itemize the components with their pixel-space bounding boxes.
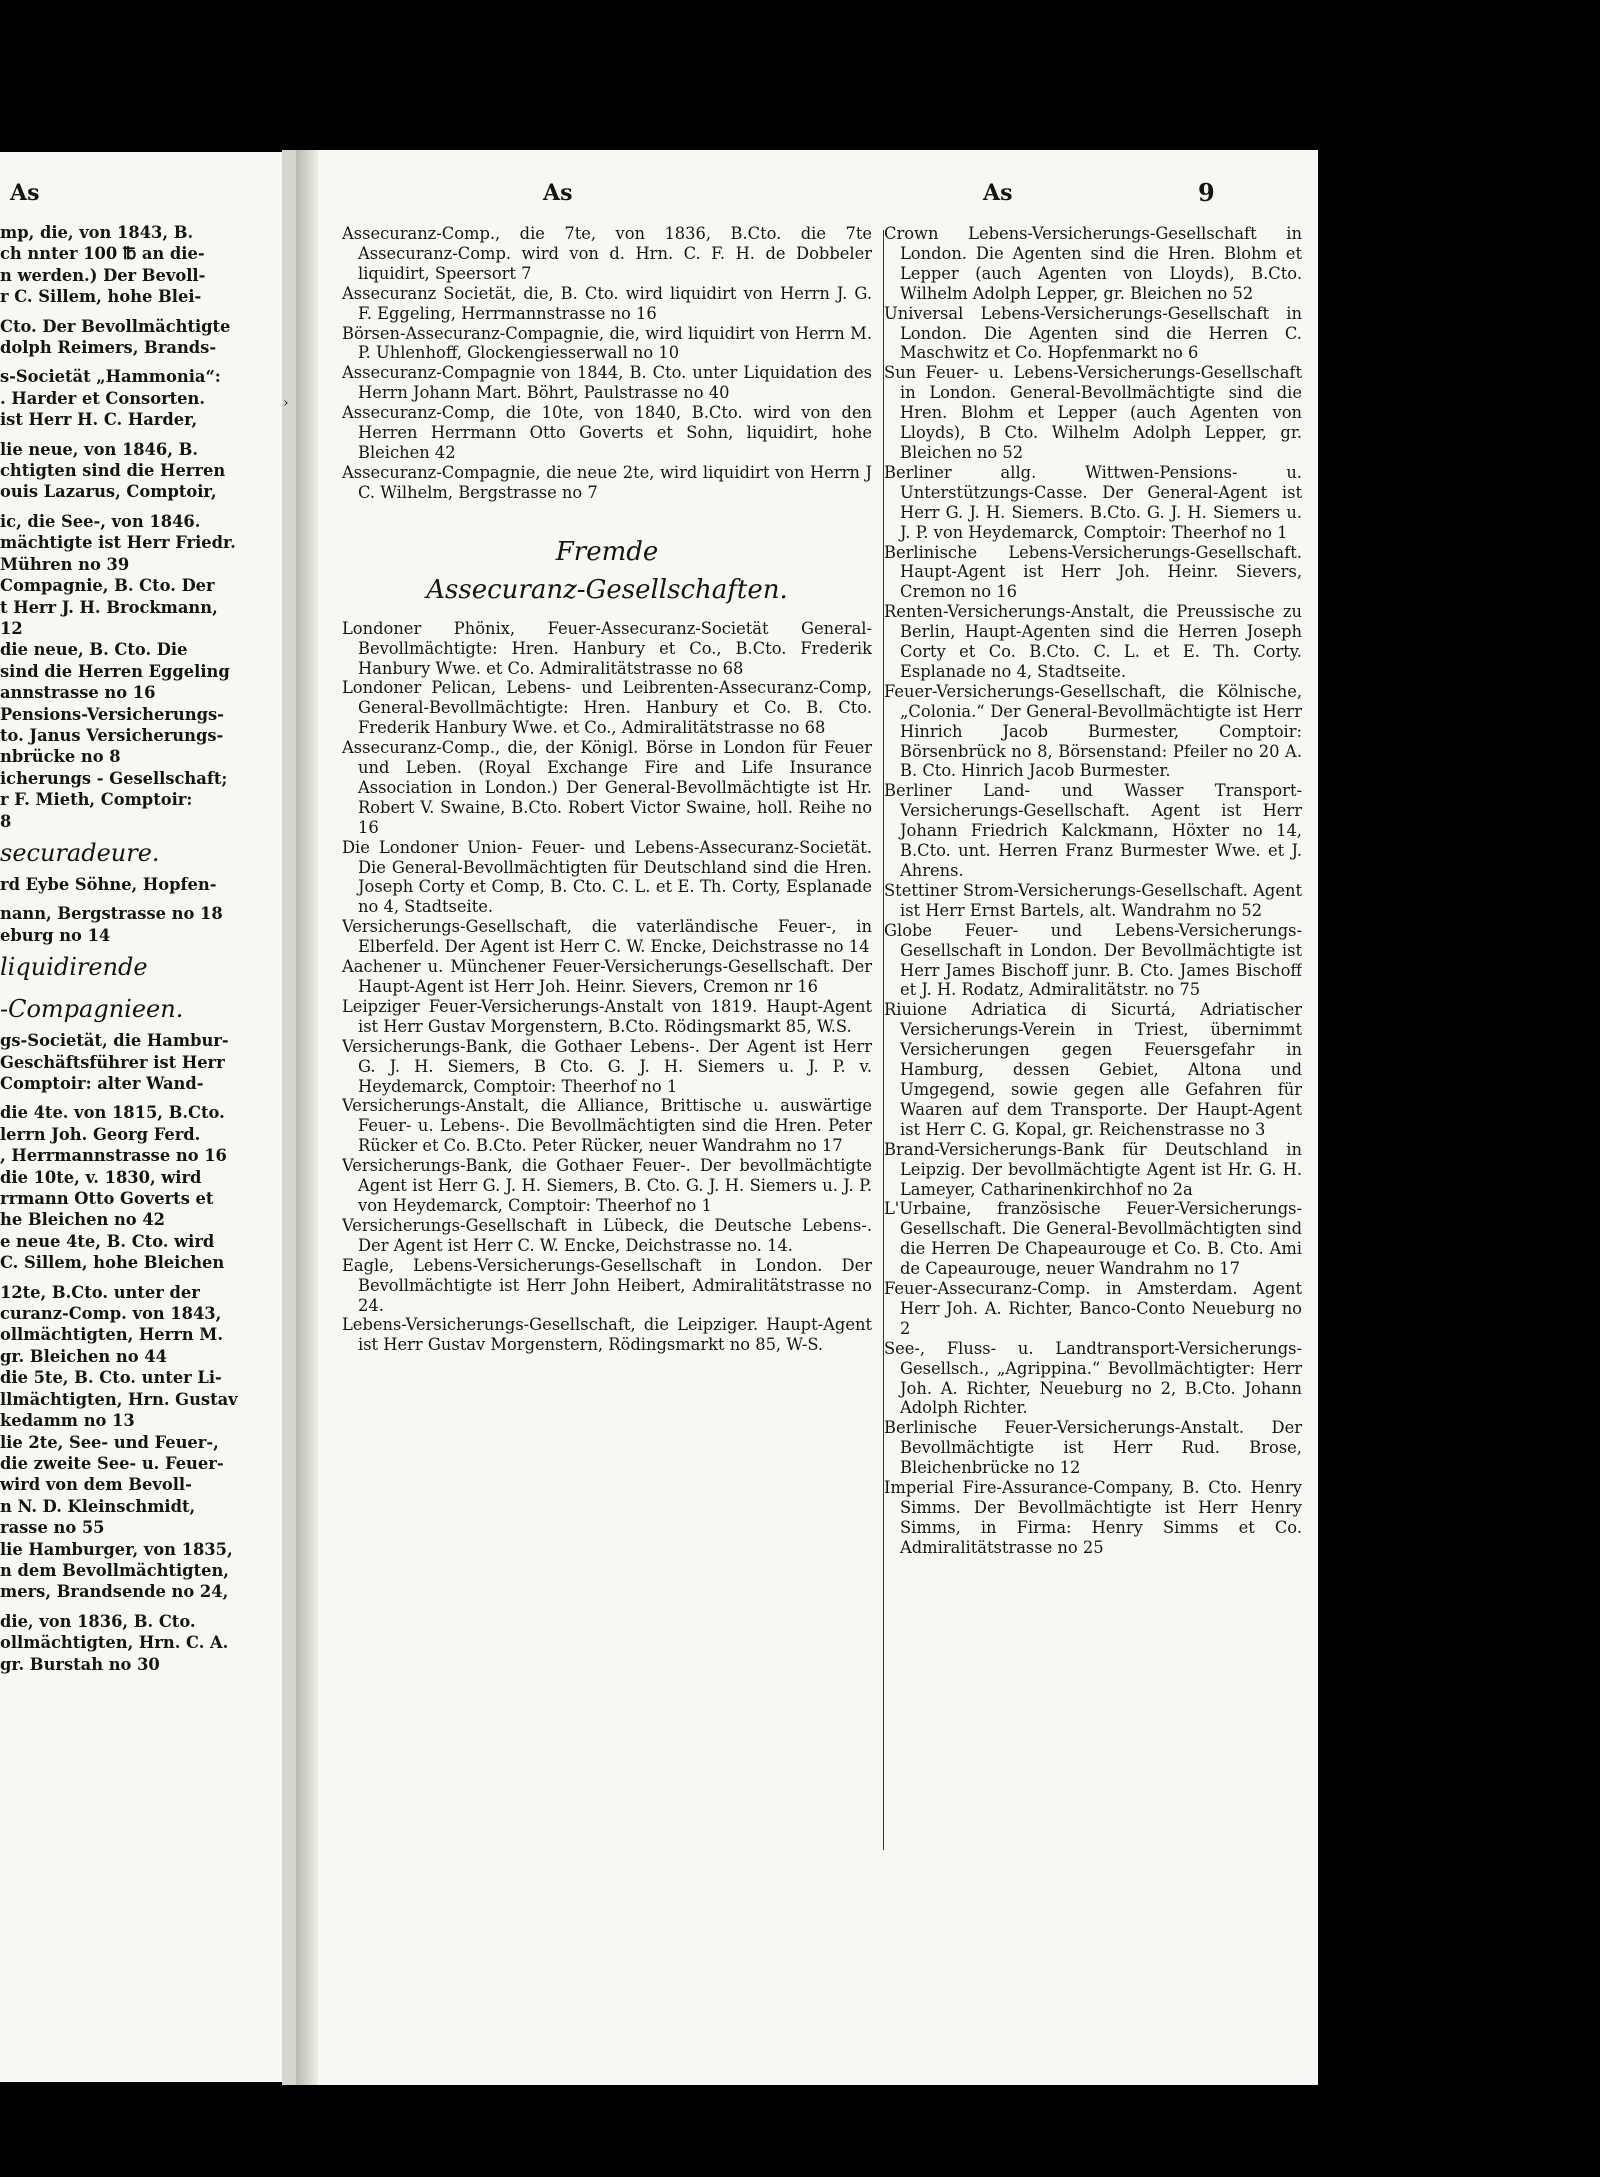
directory-entry: Berliner Land- und Wasser Transport-Versicherungs-Gesellschaft. Agent ist Herr Johann Friedrich Kalckmann, Höxter no 14, B.Cto. unt. Herren Franz Burmester Wwe. et J. Ahrens. (884, 781, 1302, 880)
column-2-entries (884, 224, 1302, 1558)
left-page-text-fragment: rasse no 55 (0, 1518, 105, 1538)
left-page-text-fragment: kedamm no 13 (0, 1411, 135, 1431)
left-page-text-fragment: die, von 1836, B. Cto. (0, 1611, 196, 1631)
left-page-text-fragment: gr. Bleichen no 44 (0, 1346, 167, 1366)
left-page-text-fragment: n N. D. Kleinschmidt, (0, 1496, 196, 1516)
left-page-body (0, 222, 272, 2082)
directory-entry: Versicherungs-Gesellschaft in Lübeck, die Deutsche Lebens-. Der Agent ist Herr C. W. Encke, Deichstrasse no. 14. (342, 1215, 872, 1255)
left-page-text-fragment: lie neue, von 1846, B. (0, 439, 199, 459)
right-page (318, 150, 1318, 2085)
left-page-text-fragment: gr. Burstah no 30 (0, 1654, 160, 1674)
left-page-text-fragment: die neue, B. Cto. Die (0, 640, 188, 660)
left-page-text-fragment: wird von dem Bevoll- (0, 1475, 192, 1495)
left-page-text-fragment: Geschäftsführer ist Herr (0, 1052, 225, 1072)
left-page-header: As (10, 180, 40, 206)
left-page-text-fragment: icherungs - Gesellschaft; (0, 768, 228, 788)
left-page-text-fragment: ollmächtigten, Hrn. C. A. (0, 1633, 229, 1653)
left-page-text-fragment: gs-Societät, die Hambur- (0, 1031, 229, 1051)
left-page-text-fragment (0, 503, 272, 511)
left-page-text-fragment: die zweite See- u. Feuer- (0, 1453, 224, 1473)
directory-entry: Sun Feuer- u. Lebens-Versicherungs-Gesellschaft in London. General-Bevollmächtigte sind die Hren. Blohm et Lepper (auch Agenten von Lloyds), B Cto. Wilhelm Adolph Lepper, gr. Bleichen no 52 (884, 363, 1302, 462)
column-1-top-entries (342, 224, 872, 503)
directory-entry: Globe Feuer- und Lebens-Versicherungs-Gesellschaft in London. Der Bevollmächtigte ist Herr James Bischoff junr. B. Cto. James Bischoff et J. H. Rodatz, Admiralitätstr. no 75 (884, 920, 1302, 1000)
left-page-text-fragment: lie 2te, See- und Feuer-, (0, 1432, 219, 1452)
left-page-text-fragment: ch nnter 100 ℔ an die- (0, 244, 205, 264)
left-page-text-fragment: 12 (0, 618, 23, 638)
left-page-text-fragment: r C. Sillem, hohe Blei- (0, 287, 202, 307)
column-1 (342, 224, 872, 2084)
directory-entry: Lebens-Versicherungs-Gesellschaft, die Leipziger. Haupt-Agent ist Herr Gustav Morgenstern, Rödingsmarkt no 85, W-S. (342, 1315, 872, 1355)
right-page-header-left: As (543, 180, 573, 206)
left-page-text-fragment: . Harder et Consorten. (0, 388, 206, 408)
directory-entry: Assecuranz-Compagnie, die neue 2te, wird liquidirt von Herrn J C. Wilhelm, Bergstrasse no 7 (342, 462, 872, 502)
directory-entry: Crown Lebens-Versicherungs-Gesellschaft in London. Die Agenten sind die Hren. Blohm et Lepper (auch Agenten von Lloyds), B.Cto. Wilhelm Adolph Lepper, gr. Bleichen no 52 (884, 224, 1302, 303)
left-page-text-fragment (0, 1094, 272, 1102)
left-page-text-fragment: Cto. Der Bevollmächtigte (0, 316, 231, 336)
left-page-text-fragment: ic, die See-, von 1846. (0, 511, 201, 531)
book-binding (282, 150, 296, 2085)
left-page-text-fragment: Compagnie, B. Cto. Der (0, 576, 215, 596)
left-page-text-fragment: mers, Brandsende no 24, (0, 1582, 229, 1602)
left-page (0, 152, 282, 2082)
binding-shadow (296, 150, 318, 2085)
directory-entry: Feuer-Assecuranz-Comp. in Amsterdam. Agent Herr Joh. A. Richter, Banco-Conto Neueburg no 2 (884, 1279, 1302, 1338)
left-page-text-fragment (0, 431, 272, 439)
directory-entry: Versicherungs-Anstalt, die Alliance, Brittische u. auswärtige Feuer- u. Lebens-. Die Bevollmächtigten sind die Hren. Peter Rücker et Co. B.Cto. Peter Rücker, neuer Wandrahm no 17 (342, 1096, 872, 1156)
directory-entry: Leipziger Feuer-Versicherungs-Anstalt von 1819. Haupt-Agent ist Herr Gustav Morgenstern, B.Cto. Rödingsmarkt 85, W.S. (342, 996, 872, 1036)
left-page-text-fragment: Comptoir: alter Wand- (0, 1074, 204, 1093)
left-page-text-fragment: ist Herr H. C. Harder, (0, 410, 198, 430)
left-page-text-fragment: chtigten sind die Herren (0, 461, 226, 481)
directory-entry: Berliner allg. Wittwen-Pensions- u. Unterstützungs-Casse. Der General-Agent ist Herr G. J. H. Siemers. B.Cto. G. J. H. Siemers u. J. P. von Heydemarck, Comptoir: Theerhof no 1 (884, 462, 1302, 542)
column-1-bottom-entries (342, 619, 872, 1356)
directory-entry: Assecuranz-Compagnie von 1844, B. Cto. unter Liquidation des Herrn Johann Mart. Böhrt, Paulstrasse no 40 (342, 363, 872, 403)
left-page-text-fragment (0, 895, 272, 903)
left-page-text-fragment: llmächtigten, Hrn. Gustav (0, 1389, 238, 1409)
left-page-text-fragment: sind die Herren Eggeling (0, 661, 230, 681)
left-page-text-fragment: C. Sillem, hohe Bleichen (0, 1253, 225, 1273)
left-page-text-fragment: annstrasse no 16 (0, 683, 156, 703)
directory-entry: Assecuranz-Comp., die, der Königl. Börse in London für Feuer und Leben. (Royal Exchange Fire and Life Insurance Association in London.) Der General-Bevollmächtigte ist Hr. Robert V. Swaine, B.Cto. Robert Victor Swaine, holl. Reihe no 16 (342, 738, 872, 837)
left-page-text-fragment: rrmann Otto Goverts et (0, 1189, 214, 1209)
left-page-text-fragment: n dem Bevollmächtigten, (0, 1560, 229, 1580)
left-page-text-fragment: s-Societät „Hammonia“: (0, 367, 221, 387)
directory-entry: Brand-Versicherungs-Bank für Deutschland in Leipzig. Der bevollmächtigte Agent ist Hr. G. H. Lameyer, Catharinenkirchhof no 2a (884, 1139, 1302, 1199)
left-page-text-fragment: r F. Mieth, Comptoir: (0, 790, 193, 810)
page-number: 9 (1198, 178, 1215, 207)
directory-entry: See-, Fluss- u. Landtransport-Versicherungs-Gesellsch., „Agrippina.“ Bevollmächtigter: Herr Joh. A. Richter, Neueburg no 2, B.Cto. Johann Adolph Richter. (884, 1338, 1302, 1418)
directory-entry: Die Londoner Union- Feuer- und Lebens-Assecuranz-Societät. Die General-Bevollmächtigten für Deutschland sind die Hren. Joseph Corty et Comp, B. Cto. C. L. et E. Th. Corty, Esplanade no 4, Stadtseite. (342, 837, 872, 917)
left-page-text-fragment: lerrn Joh. Georg Ferd. (0, 1124, 201, 1144)
left-page-text-fragment: curanz-Comp. von 1843, (0, 1304, 222, 1324)
directory-entry: Londoner Pelican, Lebens- und Leibrenten-Assecuranz-Comp, General-Bevollmächtigte: Hren. Hanbury et Co. B. Cto. Frederik Hanbury Wwe. et Co., Admiralitätstrasse no 68 (342, 678, 872, 738)
directory-entry: Versicherungs-Bank, die Gothaer Feuer-. Der bevollmächtigte Agent ist Herr G. J. H. Siemers, B. Cto. G. J. H. Siemers u. J. P. von Heydemarck, Comptoir: Theerhof no 1 (342, 1156, 872, 1215)
left-page-text-fragment: die 5te, B. Cto. unter Li- (0, 1368, 222, 1388)
directory-entry: Eagle, Lebens-Versicherungs-Gesellschaft in London. Der Bevollmächtigte ist Herr John Heibert, Admiralitätstrasse no 24. (342, 1255, 872, 1315)
left-page-text-fragment: nbrücke no 8 (0, 747, 121, 767)
left-page-text-fragment: ollmächtigten, Herrn M. (0, 1325, 223, 1345)
directory-entry: Assecuranz-Comp., die 7te, von 1836, B.Cto. die 7te Assecuranz-Comp. wird von d. Hrn. C. F. H. de Dobbeler liquidirt, Speersort 7 (342, 224, 872, 283)
directory-entry: Renten-Versicherungs-Anstalt, die Preussische zu Berlin, Haupt-Agenten sind die Herren Joseph Corty et Co. B.Cto. C. L. et E. Th. Corty. Esplanade no 4, Stadtseite. (884, 602, 1302, 681)
directory-entry: Imperial Fire-Assurance-Company, B. Cto. Henry Simms. Der Bevollmächtigte ist Herr Henry Simms, in Firma: Henry Simms et Co. Admiralitätstrasse no 25 (884, 1478, 1302, 1557)
left-page-text-fragment: 8 (0, 811, 12, 831)
left-page-text-fragment: ouis Lazarus, Comptoir, (0, 482, 217, 502)
left-page-text-fragment: rd Eybe Söhne, Hopfen- (0, 874, 217, 894)
left-page-text-fragment: , Herrmannstrasse no 16 (0, 1146, 227, 1166)
margin-mark: › (283, 395, 289, 411)
left-page-text-fragment: Pensions-Versicherungs- (0, 704, 224, 724)
left-page-text-fragment: 12te, B.Cto. unter der (0, 1282, 200, 1302)
left-page-text-fragment (0, 358, 272, 366)
directory-entry: Feuer-Versicherungs-Gesellschaft, die Kölnische, „Colonia.“ Der General-Bevollmächtigte ist Herr Hinrich Jacob Burmester, Comptoir: Börsenbrück no 8, Börsenstand: Pfeiler no 20 A. B. Cto. Hinrich Jacob Burmester. (884, 681, 1302, 781)
left-page-text-fragment: die 10te, v. 1830, wird (0, 1167, 202, 1187)
directory-entry: Börsen-Assecuranz-Compagnie, die, wird liquidirt von Herrn M. P. Uhlenhoff, Glockengiesserwall no 10 (342, 323, 872, 363)
left-page-text-fragment: Mühren no 39 (0, 554, 130, 574)
left-page-text-fragment: mp, die, von 1843, B. (0, 223, 194, 242)
directory-entry: Londoner Phönix, Feuer-Assecuranz-Societät General-Bevollmächtigte: Hren. Hanbury et Co., B.Cto. Frederik Hanbury Wwe. et Co. Admiralitätstrasse no 68 (342, 618, 872, 678)
left-page-text-fragment: nann, Bergstrasse no 18 (0, 904, 223, 924)
directory-entry: Universal Lebens-Versicherungs-Gesellschaft in London. Die Agenten sind die Herren C. Maschwitz et Co. Hopfenmarkt no 6 (884, 303, 1302, 363)
directory-entry: Assecuranz-Comp, die 10te, von 1840, B.Cto. wird von den Herren Herrmann Otto Goverts et Sohn, liquidirt, hohe Bleichen 42 (342, 403, 872, 462)
left-page-heading-compagnieen: -Compagnieen. (0, 995, 184, 1024)
left-page-text-fragment: dolph Reimers, Brands- (0, 338, 217, 358)
directory-entry: Berlinische Feuer-Versicherungs-Anstalt. Der Bevollmächtigte ist Herr Rud. Brose, Bleichenbrücke no 12 (884, 1418, 1302, 1478)
left-page-text-fragment (0, 1274, 272, 1282)
left-page-text-fragment: eburg no 14 (0, 925, 111, 945)
left-page-text-fragment: he Bleichen no 42 (0, 1210, 165, 1230)
left-page-text-fragment (0, 308, 272, 316)
right-page-header-right: As (983, 180, 1013, 206)
left-page-text-fragment: lie Hamburger, von 1835, (0, 1539, 233, 1559)
directory-entry: Riuione Adriatica di Sicurtá, Adriatischer Versicherungs-Verein in Triest, übernimmt Versicherungen gegen Feuersgefahr in Hamburg, dessen Gebiet, Altona und Umgegend, sowie gegen alle Gefahren für Waaren auf dem Transporte. Der Haupt-Agent ist Herr C. G. Kopal, gr. Reichenstrasse no 3 (884, 1000, 1302, 1139)
directory-entry: Stettiner Strom-Versicherungs-Gesellschaft. Agent ist Herr Ernst Bartels, alt. Wandrahm no 52 (884, 880, 1302, 920)
directory-entry: Assecuranz Societät, die, B. Cto. wird liquidirt von Herrn J. G. F. Eggeling, Herrmannstrasse no 16 (342, 283, 872, 323)
left-page-text-fragment: die 4te. von 1815, B.Cto. (0, 1103, 225, 1123)
section-heading-insurance-companies: Assecuranz-Gesellschaften. (426, 574, 788, 605)
directory-entry: Versicherungs-Bank, die Gothaer Lebens-. Der Agent ist Herr G. J. H. Siemers, B Cto. G. J. H. Siemers u. J. P. v. Heydemarck, Comptoir: Theerhof no 1 (342, 1036, 872, 1096)
left-page-text-fragment: e neue 4te, B. Cto. wird (0, 1231, 215, 1251)
left-page-heading-assecuradeure: securadeure. (0, 838, 160, 867)
directory-entry: Versicherungs-Gesellschaft, die vaterländische Feuer-, in Elberfeld. Der Agent ist Herr C. W. Encke, Deichstrasse no 14 (342, 917, 872, 957)
directory-entry: Berlinische Lebens-Versicherungs-Gesellschaft. Haupt-Agent ist Herr Joh. Heinr. Sievers, Cremon no 16 (884, 542, 1302, 602)
column-2 (884, 224, 1302, 2084)
left-page-text-fragment: to. Janus Versicherungs- (0, 725, 224, 745)
left-page-text-fragment: mächtigte ist Herr Friedr. (0, 533, 236, 553)
section-heading-foreign: Fremde (555, 536, 659, 567)
left-page-heading-liquidirende: liquidirende (0, 953, 148, 982)
left-page-text-fragment: n werden.) Der Bevoll- (0, 265, 206, 285)
directory-entry: Aachener u. Münchener Feuer-Versicherungs-Gesellschaft. Der Haupt-Agent ist Herr Joh. Heinr. Sievers, Cremon nr 16 (342, 957, 872, 996)
directory-entry: L'Urbaine, französische Feuer-Versicherungs-Gesellschaft. Die General-Bevollmächtigten sind die Herren De Chapeaurouge et Co. B. Cto. Ami de Capeaurouge, neuer Wandrahm no 17 (884, 1199, 1302, 1279)
left-page-text-fragment: t Herr J. H. Brockmann, (0, 597, 218, 617)
left-page-text-fragment (0, 1603, 272, 1611)
